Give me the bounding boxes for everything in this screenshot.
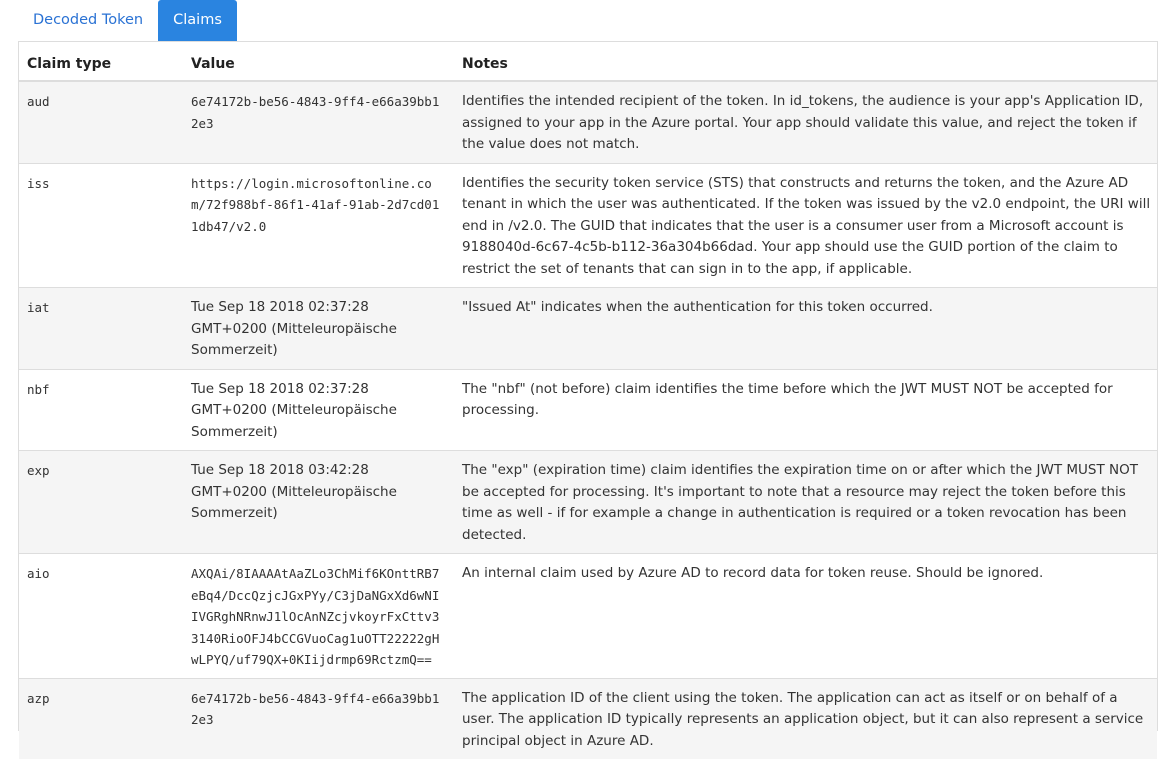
table-row [19,81,1157,163]
claim-type-cell: azp [19,678,183,759]
claim-value-cell: 6e74172b-be56-4843-9ff4-e66a39bb12e3 [183,81,454,163]
claims-table-container [18,41,1158,749]
claim-type-cell: aud [19,81,183,163]
table-row [19,451,1157,554]
claim-type-cell: aio [19,554,183,679]
claims-table [19,42,1157,759]
claim-notes-cell: An internal claim used by Azure AD to record data for token reuse. Should be ignored. [454,554,1157,679]
table-row [19,678,1157,759]
claim-notes-cell: The application ID of the client using the token. The application can act as itself or on behalf of a user. The application ID typically represents an application object, but it can also represent a service principal object in Azure AD. [454,678,1157,759]
claim-value-cell: Tue Sep 18 2018 02:37:28 GMT+0200 (Mitteleuropäische Sommerzeit) [183,288,454,370]
claim-value-cell: 6e74172b-be56-4843-9ff4-e66a39bb12e3 [183,678,454,759]
header-value: Value [183,42,454,81]
claim-type-cell: iss [19,163,183,288]
table-row [19,163,1157,288]
claim-type-cell: iat [19,288,183,370]
claim-notes-cell: "Issued At" indicates when the authentication for this token occurred. [454,288,1157,370]
table-header-row [19,42,1157,81]
table-row [19,369,1157,451]
claim-value-cell: https://login.microsoftonline.com/72f988bf-86f1-41af-91ab-2d7cd011db47/v2.0 [183,163,454,288]
header-notes: Notes [454,42,1157,81]
claim-value-cell: AXQAi/8IAAAAtAaZLo3ChMif6KOnttRB7eBq4/DccQzjcJGxPYy/C3jDaNGxXd6wNIIVGRghNRnwJ1lOcAnNZcjvkoyrFxCttv33140RioOFJ4bCCGVuoCag1uOTT22222gHwLPYQ/uf79QX+0KIijdrmp69RctzmQ== [183,554,454,679]
table-row [19,288,1157,370]
tab-decoded-token[interactable]: Decoded Token [33,12,144,28]
claim-value-cell: Tue Sep 18 2018 03:42:28 GMT+0200 (Mitteleuropäische Sommerzeit) [183,451,454,554]
claim-notes-cell: Identifies the intended recipient of the token. In id_tokens, the audience is your app's Application ID, assigned to your app in the Azure portal. Your app should validate this value, and reject the token if the value does not match. [454,81,1157,163]
claim-value-cell: Tue Sep 18 2018 02:37:28 GMT+0200 (Mitteleuropäische Sommerzeit) [183,369,454,451]
claim-notes-cell: Identifies the security token service (STS) that constructs and returns the token, and the Azure AD tenant in which the user was authenticated. If the token was issued by the v2.0 endpoint, the URI will end in /v2.0. The GUID that indicates that the user is a consumer user from a Microsoft account is 9188040d-6c67-4c5b-b112-36a304b66dad. Your app should use the GUID portion of the claim to restrict the set of tenants that can sign in to the app, if applicable. [454,163,1157,288]
tab-bar [18,0,237,41]
claim-type-cell: nbf [19,369,183,451]
tab-claims[interactable]: Claims [158,0,237,41]
table-row [19,554,1157,679]
claim-type-cell: exp [19,451,183,554]
claim-notes-cell: The "nbf" (not before) claim identifies the time before which the JWT MUST NOT be accepted for processing. [454,369,1157,451]
header-claim-type: Claim type [19,42,183,81]
claim-notes-cell: The "exp" (expiration time) claim identifies the expiration time on or after which the JWT MUST NOT be accepted for processing. It's important to note that a resource may reject the token before this time as well - if for example a change in authentication is required or a token revocation has been detected. [454,451,1157,554]
